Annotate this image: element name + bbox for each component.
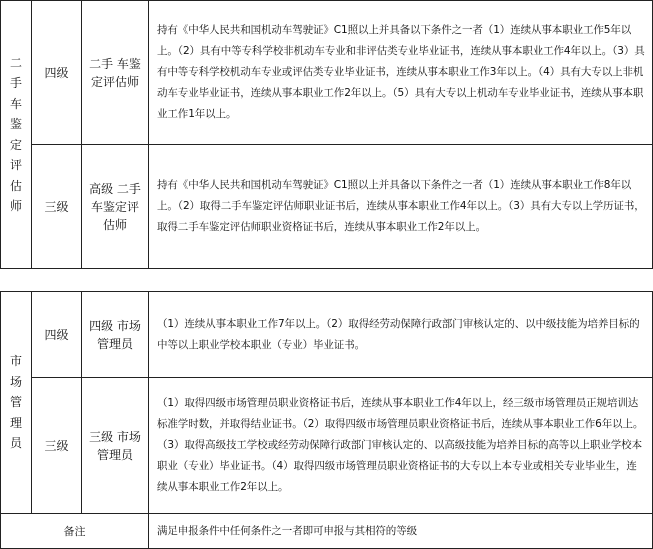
market-manager-table — [0, 291, 653, 549]
requirement-cell: 持有《中华人民共和国机动车驾驶证》C1照以上并具备以下条件之一者（1）连续从事本职业工作5年以上。（2）具有中等专科学校非机动车专业和非评估类专业毕业证书，连续从事本职业工作4年以上。（3）具有中等专科学校机动车专业或评估类专业毕业证书，连续从事本职业工作3年以上。（4）具有大专以上非机动车专业毕业证书，连续从事本职业工作2年以上。（5）具有大专以上机动车专业毕业证书，连续从事本职业工作1年以上。 — [149, 1, 653, 145]
category-char: 二 — [9, 55, 22, 70]
requirement-cell: （1）连续从事本职业工作7年以上。（2）取得经劳动保障行政部门审核认定的、以中级技能为培养目标的中等以上职业学校本职业（专业）毕业证书。 — [149, 292, 653, 378]
category-char: 鉴 — [9, 117, 22, 131]
level-cell: 三级 — [32, 145, 82, 269]
category-char: 市 — [9, 354, 22, 369]
level-cell: 四级 — [32, 1, 82, 145]
job-title-cell: 四级 市场管理员 — [82, 292, 149, 378]
category-char: 管 — [9, 395, 22, 410]
category-char: 估 — [9, 178, 22, 193]
used-car-appraiser-table — [0, 0, 653, 269]
category-char: 师 — [9, 199, 22, 213]
category-cell — [1, 1, 32, 269]
note-label: 备注 — [1, 514, 149, 549]
level-cell: 三级 — [32, 378, 82, 514]
category-char: 手 — [9, 76, 22, 90]
job-title-cell: 三级 市场管理员 — [82, 378, 149, 514]
requirement-cell: （1）取得四级市场管理员职业资格证书后，连续从事本职业工作4年以上，经三级市场管理员正规培训达标准学时数，并取得结业证书。（2）取得四级市场管理员职业资格证书后，连续从事本职业工作6年以上。（3）取得高级技工学校或经劳动保障行政部门审核认定的、以高级技能为培养目标的高等以上职业学校本职业（专业）毕业证书。（4）取得四级市场管理员职业资格证书的大专以上本专业或相关专业毕业生，连续从事本职业工作2年以上。 — [149, 378, 653, 514]
job-title-cell: 高级 二手 车鉴定评估师 — [82, 145, 149, 269]
category-char: 定 — [9, 137, 22, 152]
category-char: 员 — [9, 436, 22, 451]
note-text: 满足申报条件中任何条件之一者即可申报与其相符的等级 — [149, 514, 653, 549]
category-char: 场 — [9, 374, 22, 389]
category-char: 评 — [9, 158, 22, 172]
requirement-cell: 持有《中华人民共和国机动车驾驶证》C1照以上并具备以下条件之一者（1）连续从事本职业工作8年以上。（2）取得二手车鉴定评估师职业证书后，连续从事本职业工作4年以上。（3）具有大专以上学历证书，取得二手车鉴定评估师职业资格证书后，连续从事本职业工作2年以上。 — [149, 145, 653, 269]
category-cell — [1, 292, 32, 514]
level-cell: 四级 — [32, 292, 82, 378]
job-title-cell: 二手 车鉴定评估师 — [82, 1, 149, 145]
category-char: 理 — [9, 415, 22, 430]
category-char: 车 — [9, 96, 22, 111]
